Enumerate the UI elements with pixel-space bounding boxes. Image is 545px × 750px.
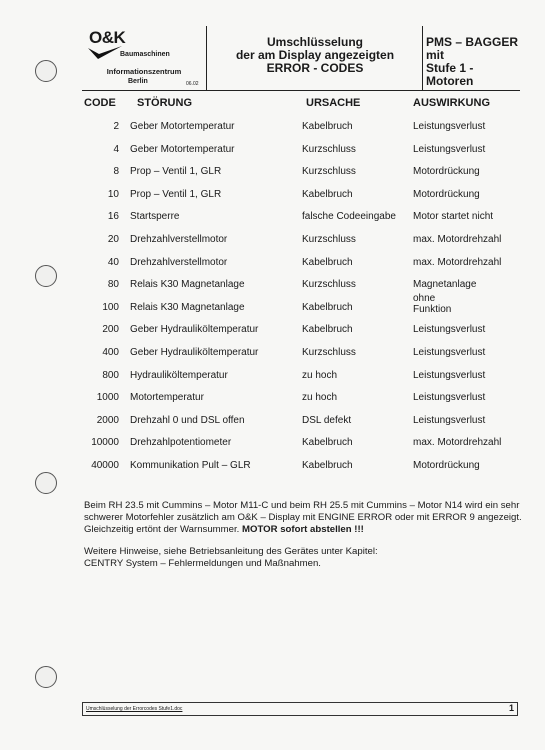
cell-ursache: Kurzschluss bbox=[302, 166, 356, 178]
cell-stoerung: Motortemperatur bbox=[130, 392, 204, 404]
cell-auswirkung-pre: ohne bbox=[413, 292, 436, 304]
cell-auswirkung: Magnetanlage bbox=[413, 279, 477, 291]
header-divider bbox=[422, 26, 423, 90]
cell-code: 10000 bbox=[91, 437, 119, 449]
cell-code: 1000 bbox=[96, 392, 119, 404]
cell-code: 20 bbox=[107, 234, 119, 245]
machine-type-line: mit bbox=[426, 48, 444, 62]
table-row bbox=[0, 437, 545, 457]
cell-code: 10 bbox=[107, 188, 119, 200]
cell-stoerung: Drehzahlpotentiometer bbox=[130, 437, 232, 449]
logo-city: Berlin bbox=[128, 78, 148, 85]
logo-date: 06.02 bbox=[186, 81, 199, 87]
cell-stoerung: Geber Motortemperatur bbox=[130, 143, 235, 155]
cell-code: 4 bbox=[113, 143, 119, 155]
logo-center-name: Informationszentrum bbox=[106, 67, 182, 76]
machine-type-label bbox=[426, 36, 518, 88]
cell-ursache: zu hoch bbox=[302, 369, 338, 381]
cell-ursache: Kabelbruch bbox=[302, 324, 353, 336]
machine-type-line: PMS – BAGGER bbox=[426, 35, 519, 49]
cell-auswirkung: Leistungsverlust bbox=[413, 121, 486, 132]
further-hints bbox=[84, 546, 524, 570]
cell-auswirkung: max. Motordrehzahl bbox=[413, 437, 502, 449]
column-header-stoerung: STÖRUNG bbox=[137, 97, 192, 109]
cell-ursache: Kabelbruch bbox=[302, 121, 353, 132]
cell-stoerung: Drehzahl 0 und DSL offen bbox=[130, 414, 245, 426]
column-header-auswirkung: AUSWIRKUNG bbox=[413, 97, 490, 109]
cell-ursache: DSL defekt bbox=[302, 414, 352, 426]
logo-subtitle: Baumaschinen bbox=[120, 51, 170, 58]
table-row bbox=[0, 211, 545, 231]
cell-auswirkung: max. Motordrehzahl bbox=[413, 234, 502, 245]
cell-code: 400 bbox=[102, 347, 119, 358]
brand-logo: O&K bbox=[89, 28, 126, 47]
cell-auswirkung: Leistungsverlust bbox=[413, 369, 486, 381]
cell-code: 2 bbox=[113, 121, 119, 132]
cell-stoerung: Geber Hydrauliköltemperatur bbox=[130, 347, 259, 358]
cell-stoerung: Prop – Ventil 1, GLR bbox=[130, 166, 222, 178]
cell-auswirkung: Leistungsverlust bbox=[413, 392, 486, 404]
column-header-ursache: URSACHE bbox=[306, 97, 361, 109]
company-logo-block bbox=[82, 26, 206, 90]
note-warning: MOTOR sofort abstellen !!! bbox=[242, 524, 364, 535]
cell-ursache: Kabelbruch bbox=[302, 301, 353, 313]
title-line: Umschlüsselung bbox=[266, 35, 364, 49]
cell-auswirkung: Motordrückung bbox=[413, 460, 480, 471]
cell-code: 200 bbox=[102, 324, 119, 336]
cell-ursache: Kabelbruch bbox=[302, 460, 353, 471]
cell-ursache: Kurzschluss bbox=[302, 279, 356, 291]
cell-auswirkung: Motordrückung bbox=[413, 188, 480, 200]
cell-code: 2000 bbox=[96, 414, 119, 426]
cell-ursache: Kurzschluss bbox=[302, 234, 356, 245]
table-row bbox=[0, 166, 545, 186]
cell-code: 100 bbox=[102, 301, 119, 313]
table-row bbox=[0, 144, 545, 164]
footer-filename: Umschlüsselung der Errorcodes Stufe1.doc bbox=[86, 706, 183, 712]
table-row bbox=[0, 415, 545, 435]
cell-auswirkung: Leistungsverlust bbox=[413, 347, 486, 358]
cell-ursache: falsche Codeeingabe bbox=[302, 211, 396, 223]
engine-error-note bbox=[84, 500, 524, 536]
cell-auswirkung: Motor startet nicht bbox=[413, 211, 494, 223]
cell-ursache: Kabelbruch bbox=[302, 256, 353, 268]
cell-auswirkung: Leistungsverlust bbox=[413, 414, 486, 426]
page-number: 1 bbox=[508, 703, 514, 713]
cell-auswirkung: max. Motordrehzahl bbox=[413, 256, 502, 268]
cell-stoerung: Kommunikation Pult – GLR bbox=[130, 460, 251, 471]
cell-ursache: Kabelbruch bbox=[302, 437, 353, 449]
punch-hole bbox=[35, 60, 57, 82]
cell-code: 40 bbox=[107, 256, 119, 268]
checkmark-logo-icon bbox=[88, 46, 124, 60]
cell-code: 800 bbox=[102, 369, 119, 381]
cell-ursache: Kurzschluss bbox=[302, 143, 356, 155]
cell-stoerung: Geber Motortemperatur bbox=[130, 121, 235, 132]
cell-auswirkung: Motordrückung bbox=[413, 166, 480, 178]
hint-line: Weitere Hinweise, siehe Betriebsanleitung des Gerätes unter Kapitel: bbox=[84, 546, 378, 557]
cell-auswirkung: Funktion bbox=[413, 303, 452, 315]
cell-stoerung: Relais K30 Magnetanlage bbox=[130, 279, 245, 291]
cell-code: 8 bbox=[113, 166, 119, 178]
page-footer bbox=[82, 702, 518, 716]
cell-stoerung: Geber Hydrauliköltemperatur bbox=[130, 324, 259, 336]
cell-stoerung: Relais K30 Magnetanlage bbox=[130, 301, 245, 313]
cell-code: 80 bbox=[107, 279, 119, 291]
title-line: der am Display angezeigten bbox=[235, 48, 395, 62]
cell-stoerung: Drehzahlverstellmotor bbox=[130, 256, 228, 268]
document-header bbox=[82, 26, 520, 91]
table-row bbox=[0, 460, 545, 480]
table-row bbox=[0, 370, 545, 390]
table-row bbox=[0, 347, 545, 367]
table-row bbox=[0, 292, 545, 322]
table-row bbox=[0, 257, 545, 277]
note-text: Beim RH 23.5 mit Cummins – Motor M11-C und beim RH 25.5 mit Cummins – Motor N14 wird ein sehr schwerer Motorfehler zusätzlich am O&K – Display mit ENGINE ERROR oder mit ERROR 9 angezeigt. Gleichzeitig ertönt der Warnsummer. bbox=[84, 500, 522, 535]
table-row bbox=[0, 189, 545, 209]
cell-stoerung: Startsperre bbox=[130, 211, 180, 223]
hint-line: CENTRY System – Fehlermeldungen und Maßnahmen. bbox=[84, 558, 321, 569]
machine-type-line: Stufe 1 - Motoren bbox=[426, 61, 474, 88]
table-row bbox=[0, 121, 545, 141]
document-title bbox=[207, 36, 423, 75]
title-line: ERROR - CODES bbox=[266, 61, 364, 75]
column-header-code: CODE bbox=[84, 97, 116, 109]
cell-code: 40000 bbox=[91, 460, 119, 471]
table-row bbox=[0, 234, 545, 254]
cell-auswirkung: Leistungsverlust bbox=[413, 324, 486, 336]
table-row bbox=[0, 324, 545, 344]
cell-stoerung: Drehzahlverstellmotor bbox=[130, 234, 228, 245]
cell-ursache: Kabelbruch bbox=[302, 188, 353, 200]
cell-auswirkung: Leistungsverlust bbox=[413, 143, 486, 155]
punch-hole bbox=[35, 666, 57, 688]
cell-ursache: Kurzschluss bbox=[302, 347, 356, 358]
cell-code: 16 bbox=[107, 211, 119, 223]
cell-ursache: zu hoch bbox=[302, 392, 338, 404]
table-row bbox=[0, 392, 545, 412]
cell-stoerung: Hydrauliköltemperatur bbox=[130, 369, 228, 381]
cell-stoerung: Prop – Ventil 1, GLR bbox=[130, 188, 222, 200]
